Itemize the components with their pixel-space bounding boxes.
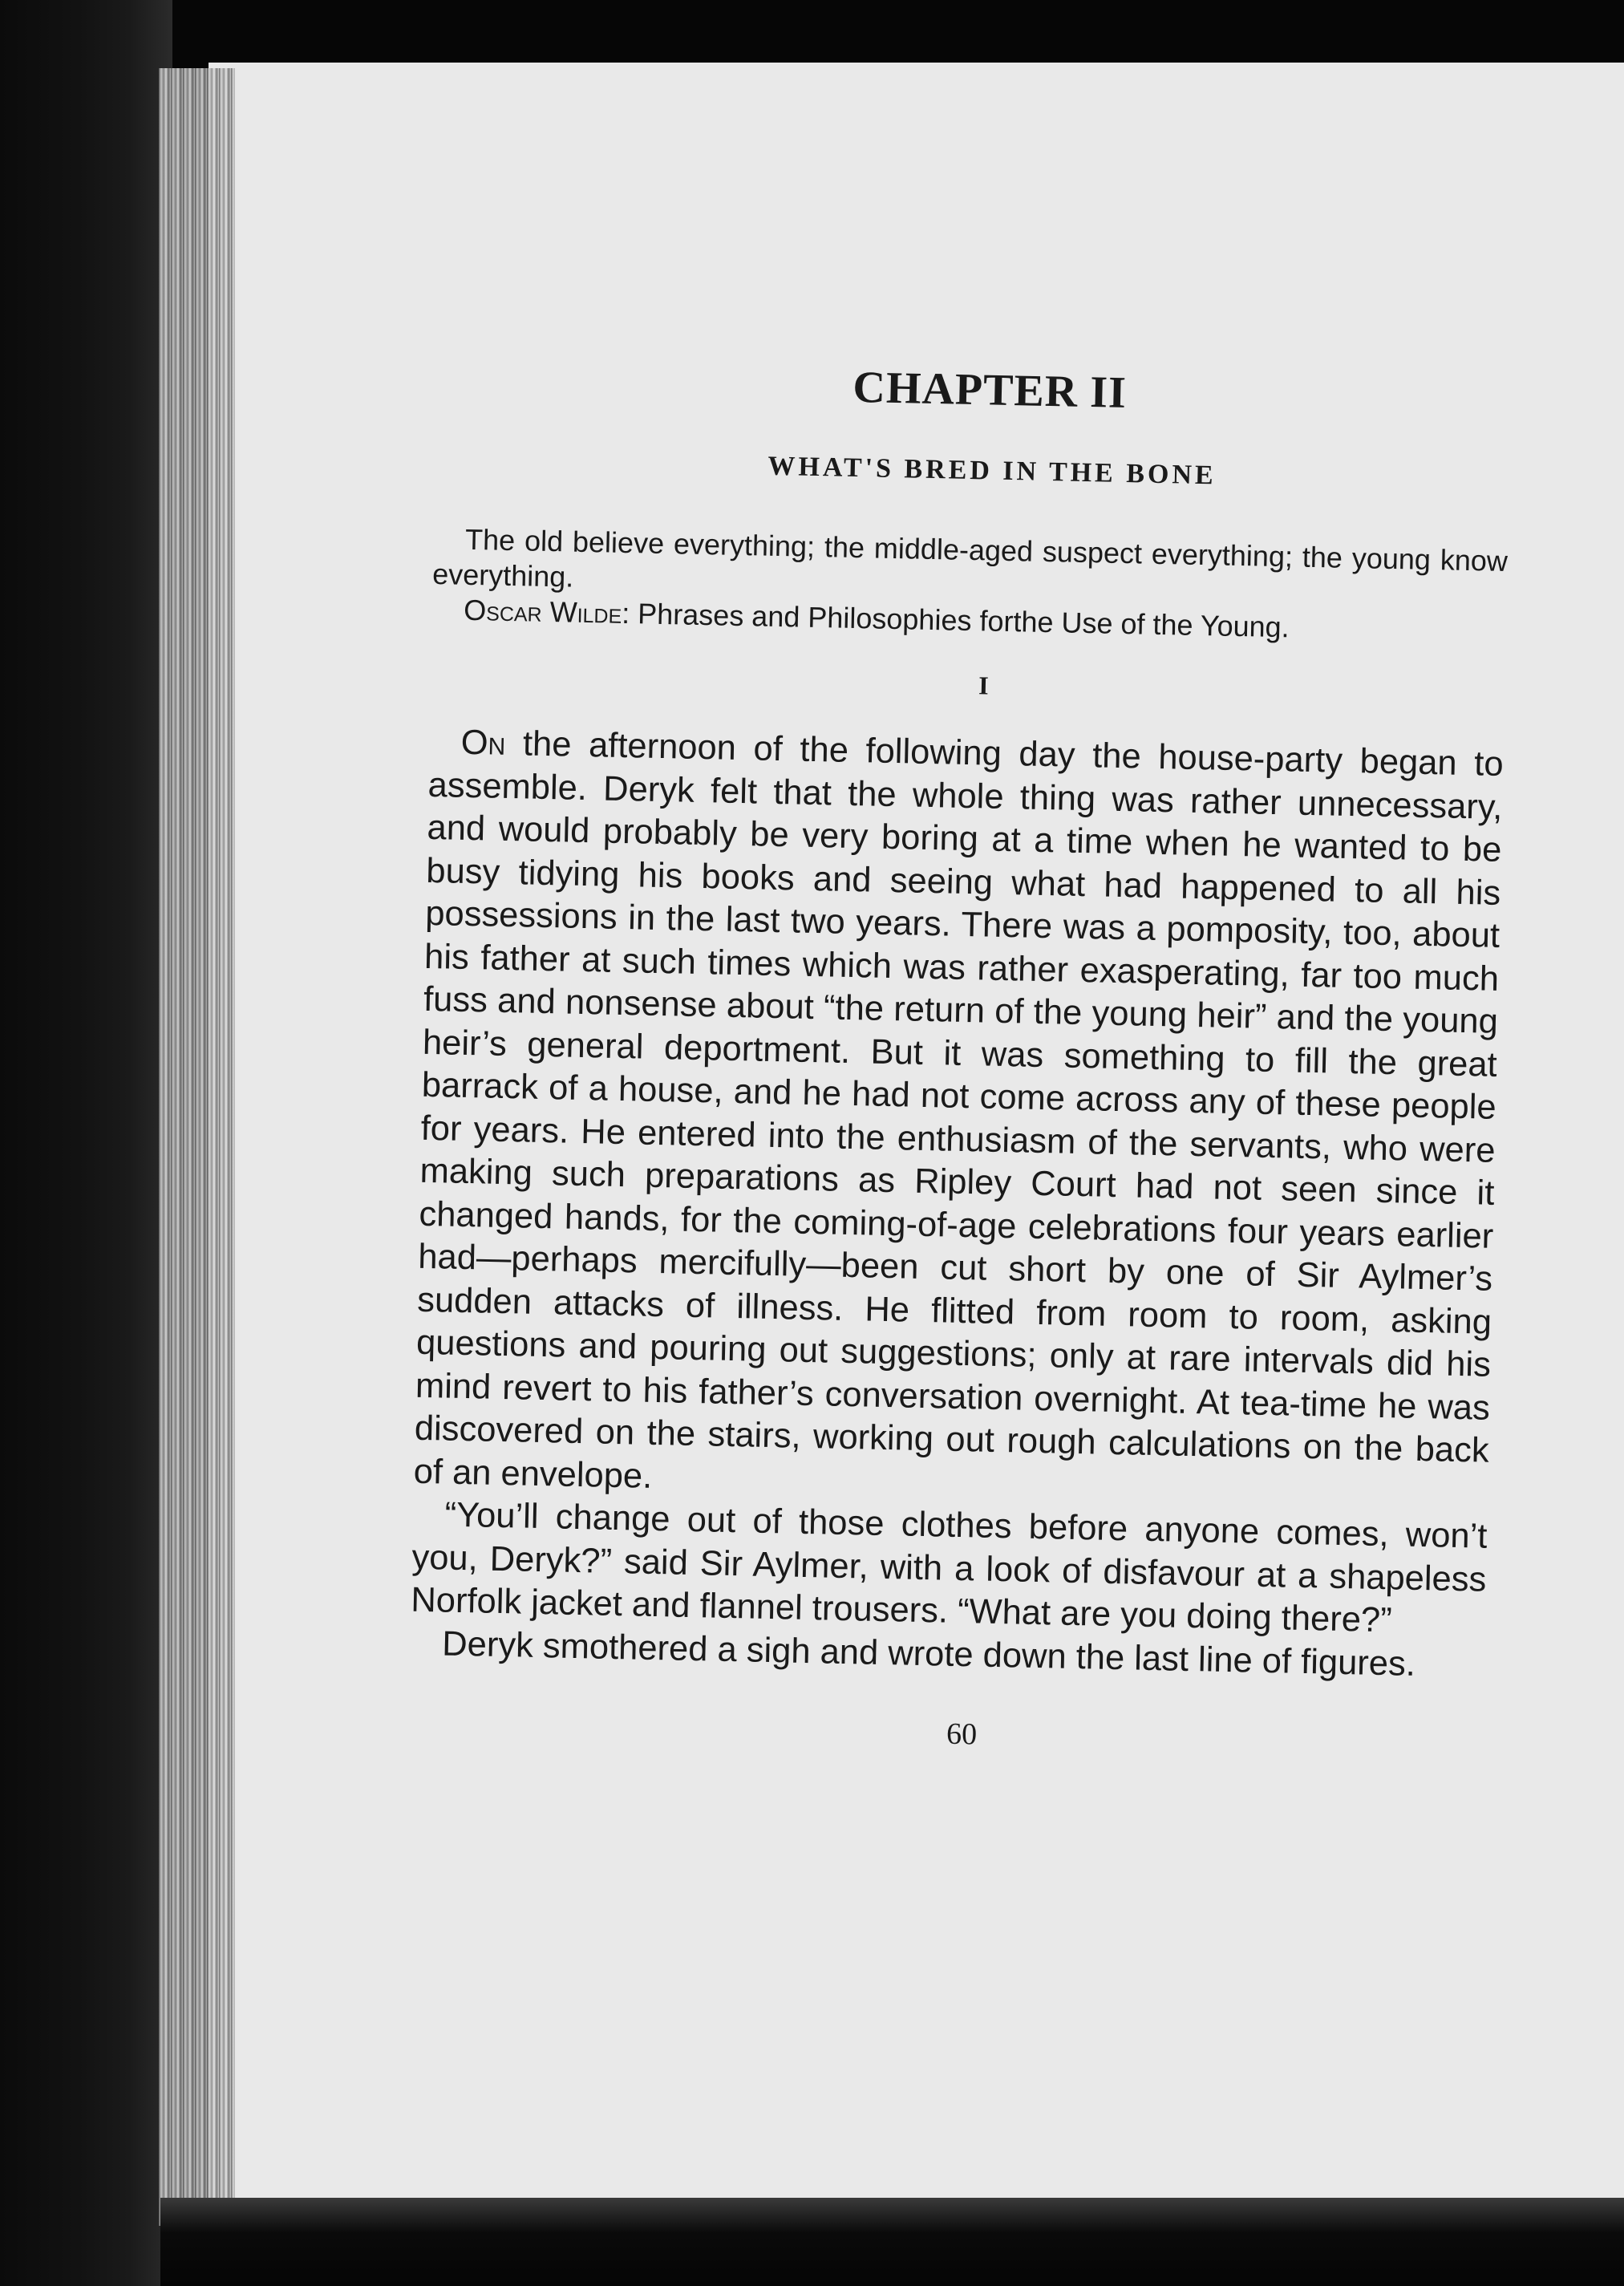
page-text-block xyxy=(408,353,1512,1763)
facing-page-shadow xyxy=(0,0,172,2286)
epigraph-author: Oscar Wilde xyxy=(463,593,622,630)
body-paragraph-1 xyxy=(413,721,1504,1516)
epigraph-source: : Phrases and Philosophies forthe Use of the Young. xyxy=(621,596,1290,644)
section-number: I xyxy=(978,671,990,700)
book-binding-edge xyxy=(159,68,235,2226)
chapter-subtitle: WHAT'S BRED IN THE BONE xyxy=(767,451,1217,491)
chapter-title: CHAPTER II xyxy=(852,362,1128,419)
paragraph-opening-word: On xyxy=(460,723,506,763)
body-paragraph-2: “You’ll change out of those clothes before anyone comes, won’t you, Deryk?” said Sir Aylmer, with a look of disfavour at a shapeless Norfolk jacket and flannel trousers. “What are you doing there?” xyxy=(410,1495,1488,1640)
epigraph-quote: The old believe everything; the middle-aged suspect everything; the young know everything. xyxy=(431,522,1509,594)
body-paragraph-3: Deryk smothered a sigh and wrote down the last line of figures. xyxy=(441,1623,1416,1684)
page-bottom-shadow xyxy=(160,2198,1624,2286)
page-number: 60 xyxy=(946,1717,978,1752)
paragraph-text: the afternoon of the following day the house-party began to assemble. Deryk felt that the whole thing was rather unnecessary, and would probably be very boring at a time when he wanted to be busy tidying his books and seeing what had happened to all his possessions in the last two years. There was a pomposity, too, about his father at such times which was rather exasperating, far too much fuss and nonsense about “the return of the young heir” and the young heir’s general deportment. But it was something to fill the great barrack of a house, and he had not come across any of these people for years. He entered into the enthusiasm of the servants, who were making such preparations as Ripley Court had not seen since it changed hands, for the coming-of-age celebrations four years earlier had—perhaps mercifully—been cut short by one of Sir Aylmer’s sudden attacks of illness. He flitted from room to room, asking questions and pouring out suggestions; only at rare intervals did his mind revert to his father’s conversation overnight. At tea-time he was discovered on the stairs, working out rough calculations on the back of an envelope. xyxy=(413,723,1505,1496)
